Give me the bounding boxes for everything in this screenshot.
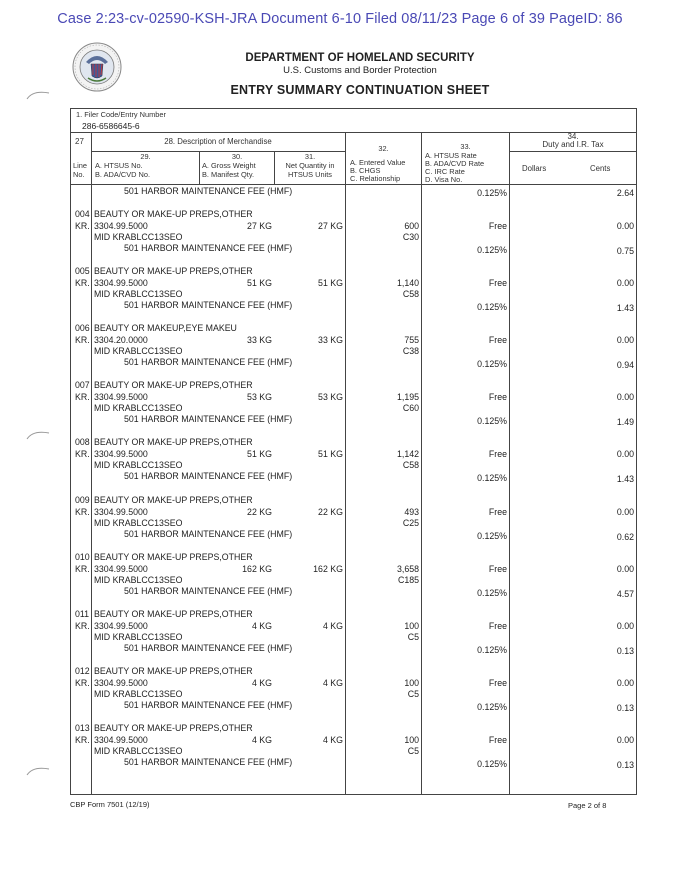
line-country: KR.: [75, 221, 90, 231]
line-htsus: 3304.99.5000: [94, 278, 148, 289]
line-chgs: C60: [402, 403, 419, 414]
col33-c: C. IRC Rate: [425, 167, 465, 176]
col32-a: A. Entered Value: [350, 158, 406, 167]
line-value: 493: [404, 506, 419, 517]
line-country: KR.: [75, 278, 90, 289]
line-value: 1,195: [396, 392, 419, 403]
line-chgs: C38: [402, 346, 419, 357]
line-value: 3,658: [396, 563, 419, 574]
continuation-form: [70, 108, 637, 795]
line-fee: 501 HARBOR MAINTENANCE FEE (HMF): [124, 243, 293, 253]
line-rate: Free: [488, 392, 507, 403]
col33-b: B. ADA/CVD Rate: [425, 159, 485, 168]
line-desc: BEAUTY OR MAKE-UP PREPS,OTHER: [94, 266, 253, 277]
line-net: 22 KG: [318, 506, 343, 517]
line-no: 009: [75, 494, 90, 505]
line-duty: 0.00: [616, 221, 634, 231]
line-gross: 4 KG: [251, 677, 272, 688]
line-gross: 27 KG: [247, 221, 272, 231]
carryover-rate: 0.125%: [477, 188, 507, 198]
case-header: Case 2:23-cv-02590-KSH-JRA Document 6-10 Filed 08/11/23 Page 6 of 39 PageID: 86: [57, 11, 623, 27]
line-chgs: C5: [407, 688, 419, 699]
line-fee-rate: 0.125%: [477, 245, 507, 255]
line-fee-rate: 0.125%: [477, 416, 507, 427]
line-fee-rate: 0.125%: [477, 701, 507, 712]
line-duty: 0.00: [616, 278, 634, 289]
line-country: KR.: [75, 563, 90, 574]
line-fee: 501 HARBOR MAINTENANCE FEE (HMF): [124, 585, 293, 596]
line-chgs: C58: [402, 460, 419, 471]
line-rate: Free: [488, 677, 507, 688]
col-rule-31: [345, 132, 346, 794]
line-no: 008: [75, 437, 90, 448]
line-gross: 51 KG: [247, 449, 272, 460]
line-country: KR.: [75, 677, 90, 688]
line-rate: Free: [488, 620, 507, 631]
line-mid: MID KRABLCC13SEO: [94, 460, 183, 471]
line-mid: MID KRABLCC13SEO: [94, 346, 183, 357]
line-country: KR.: [75, 449, 90, 460]
line-country: KR.: [75, 620, 90, 631]
line-gross: 4 KG: [251, 734, 272, 745]
line-net: 4 KG: [322, 734, 343, 745]
line-chgs: C185: [397, 574, 419, 585]
line-htsus: 3304.99.5000: [94, 734, 148, 745]
line-desc: BEAUTY OR MAKE-UP PREPS,OTHER: [94, 608, 253, 619]
line-gross: 33 KG: [247, 335, 272, 346]
line-value: 1,140: [396, 278, 419, 289]
footer-form-number: CBP Form 7501 (12/19): [70, 800, 150, 809]
line-desc: BEAUTY OR MAKEUP,EYE MAKEU: [94, 323, 237, 334]
line-country: KR.: [75, 506, 90, 517]
line-fee: 501 HARBOR MAINTENANCE FEE (HMF): [124, 528, 293, 539]
line-fee-amount: 4.57: [616, 588, 634, 599]
line-net: 27 KG: [318, 221, 343, 231]
line-value: 1,142: [396, 449, 419, 460]
line-fee: 501 HARBOR MAINTENANCE FEE (HMF): [124, 699, 293, 710]
line-mid: MID KRABLCC13SEO: [94, 517, 183, 528]
line-mid: MID KRABLCC13SEO: [94, 688, 183, 699]
line-fee-amount: 0.13: [616, 759, 634, 770]
line-net: 51 KG: [318, 278, 343, 289]
col29-a: A. HTSUS No.: [95, 161, 143, 170]
line-no: 005: [75, 266, 90, 277]
line-htsus: 3304.99.5000: [94, 221, 148, 231]
line-value: 755: [404, 335, 419, 346]
line-gross: 22 KG: [247, 506, 272, 517]
line-fee-amount: 1.43: [616, 303, 634, 314]
line-rate: Free: [488, 449, 507, 460]
line-net: 33 KG: [318, 335, 343, 346]
line-desc: BEAUTY OR MAKE-UP PREPS,OTHER: [94, 722, 253, 733]
line-fee-amount: 0.75: [616, 246, 634, 256]
line-gross: 51 KG: [247, 278, 272, 289]
line-fee-rate: 0.125%: [477, 473, 507, 484]
line-value: 100: [404, 677, 419, 688]
line-fee-amount: 0.13: [616, 702, 634, 713]
line-mid: MID KRABLCC13SEO: [94, 631, 183, 642]
col29-num: 29.: [140, 152, 151, 161]
line-rate: Free: [488, 221, 507, 231]
margin-mark-icon: [25, 428, 51, 442]
line-duty: 0.00: [616, 677, 634, 688]
carryover-fee: 501 HARBOR MAINTENANCE FEE (HMF): [124, 186, 293, 196]
line-net: 162 KG: [313, 563, 343, 574]
cents-header: Cents: [590, 164, 611, 173]
line-duty: 0.00: [616, 620, 634, 631]
line-country: KR.: [75, 392, 90, 403]
line-no: 004: [75, 209, 90, 219]
line-net: 4 KG: [322, 620, 343, 631]
line-htsus: 3304.99.5000: [94, 677, 148, 688]
line-htsus: 3304.99.5000: [94, 506, 148, 517]
line-no: 007: [75, 380, 90, 391]
col34-num: 34.: [567, 132, 579, 141]
dollars-header: Dollars: [522, 164, 547, 173]
line-duty: 0.00: [616, 563, 634, 574]
line-fee-amount: 0.62: [616, 531, 634, 542]
line-desc: BEAUTY OR MAKE-UP PREPS,OTHER: [94, 437, 253, 448]
line-mid: MID KRABLCC13SEO: [94, 403, 183, 414]
line-value: 100: [404, 734, 419, 745]
col30-a: A. Gross Weight: [202, 161, 256, 170]
line-htsus: 3304.99.5000: [94, 449, 148, 460]
line-rate: Free: [488, 278, 507, 289]
sheet-title: ENTRY SUMMARY CONTINUATION SHEET: [230, 83, 490, 97]
col30-b: B. Manifest Qty.: [202, 170, 255, 179]
agency-name: DEPARTMENT OF HOMELAND SECURITY: [245, 52, 475, 64]
line-country: KR.: [75, 335, 90, 346]
col32-b: B. CHGS: [350, 166, 381, 175]
line-fee-rate: 0.125%: [477, 359, 507, 370]
col32-c: C. Relationship: [350, 174, 401, 183]
filer-label: 1. Filer Code/Entry Number: [76, 110, 166, 119]
col28-header: 28. Description of Merchandise: [164, 137, 272, 146]
line-htsus: 3304.99.5000: [94, 563, 148, 574]
line-no: 013: [75, 722, 90, 733]
col33-num: 33.: [460, 142, 471, 151]
line-no: 006: [75, 323, 90, 334]
line-fee-rate: 0.125%: [477, 758, 507, 769]
col27-header: 27: [75, 137, 84, 146]
col31-num: 31.: [304, 152, 316, 161]
col-rule-33: [509, 132, 510, 794]
line-rate: Free: [488, 335, 507, 346]
line-duty: 0.00: [616, 449, 634, 460]
col31-a: Net Quantity in: [285, 161, 335, 170]
margin-mark-icon: [25, 764, 51, 778]
line-no: 011: [75, 608, 90, 619]
line-mid: MID KRABLCC13SEO: [94, 574, 183, 585]
line-fee: 501 HARBOR MAINTENANCE FEE (HMF): [124, 756, 293, 767]
line-gross: 53 KG: [247, 392, 272, 403]
line-fee: 501 HARBOR MAINTENANCE FEE (HMF): [124, 300, 293, 311]
line-header-a: Line: [73, 161, 87, 170]
line-value: 600: [404, 221, 419, 231]
line-desc: BEAUTY OR MAKE-UP PREPS,OTHER: [94, 494, 253, 505]
line-fee: 501 HARBOR MAINTENANCE FEE (HMF): [124, 642, 293, 653]
line-rate: Free: [488, 506, 507, 517]
line-htsus: 3304.99.5000: [94, 392, 148, 403]
rule-header: [71, 184, 636, 185]
col32-num: 32.: [378, 144, 389, 153]
line-fee-rate: 0.125%: [477, 587, 507, 598]
line-desc: BEAUTY OR MAKE-UP PREPS,OTHER: [94, 209, 253, 219]
line-rate: Free: [488, 734, 507, 745]
col31-b: HTSUS Units: [288, 170, 332, 179]
col-rule-32: [421, 132, 422, 794]
rule-duty: [509, 151, 636, 152]
col33-d: D. Visa No.: [425, 175, 463, 184]
line-chgs: C5: [407, 631, 419, 642]
line-mid: MID KRABLCC13SEO: [94, 289, 183, 300]
line-country: KR.: [75, 734, 90, 745]
seal-icon: [72, 42, 122, 92]
line-htsus: 3304.99.5000: [94, 620, 148, 631]
line-fee-amount: 0.94: [616, 360, 634, 371]
line-fee-amount: 1.43: [616, 474, 634, 485]
line-fee-rate: 0.125%: [477, 302, 507, 313]
line-mid: MID KRABLCC13SEO: [94, 232, 183, 242]
carryover-amount: 2.64: [616, 188, 634, 198]
line-fee: 501 HARBOR MAINTENANCE FEE (HMF): [124, 414, 293, 425]
margin-mark-icon: [25, 88, 51, 102]
line-fee: 501 HARBOR MAINTENANCE FEE (HMF): [124, 357, 293, 368]
line-desc: BEAUTY OR MAKE-UP PREPS,OTHER: [94, 665, 253, 676]
col34-title: Duty and I.R. Tax: [542, 140, 604, 149]
line-fee-amount: 0.13: [616, 645, 634, 656]
line-desc: BEAUTY OR MAKE-UP PREPS,OTHER: [94, 551, 253, 562]
line-duty: 0.00: [616, 392, 634, 403]
line-chgs: C5: [407, 745, 419, 756]
line-duty: 0.00: [616, 734, 634, 745]
col-rule-line: [91, 132, 92, 794]
line-rate: Free: [488, 563, 507, 574]
line-gross: 162 KG: [242, 563, 272, 574]
line-desc: BEAUTY OR MAKE-UP PREPS,OTHER: [94, 380, 253, 391]
col33-a: A. HTSUS Rate: [425, 151, 477, 160]
line-chgs: C25: [402, 517, 419, 528]
line-fee: 501 HARBOR MAINTENANCE FEE (HMF): [124, 471, 293, 482]
line-net: 4 KG: [322, 677, 343, 688]
line-net: 51 KG: [318, 449, 343, 460]
line-fee-amount: 1.49: [616, 417, 634, 428]
line-net: 53 KG: [318, 392, 343, 403]
line-chgs: C58: [402, 289, 419, 300]
line-duty: 0.00: [616, 335, 634, 346]
col29-b: B. ADA/CVD No.: [95, 170, 151, 179]
line-gross: 4 KG: [251, 620, 272, 631]
line-htsus: 3304.20.0000: [94, 335, 148, 346]
filer-value: 286-6586645-6: [82, 121, 140, 131]
line-no: 012: [75, 665, 90, 676]
line-fee-rate: 0.125%: [477, 530, 507, 541]
line-fee-rate: 0.125%: [477, 644, 507, 655]
footer-page-number: Page 2 of 8: [568, 801, 607, 810]
col30-num: 30.: [231, 152, 243, 161]
line-chgs: C30: [402, 232, 419, 242]
line-mid: MID KRABLCC13SEO: [94, 745, 183, 756]
line-duty: 0.00: [616, 506, 634, 517]
agency-subtitle: U.S. Customs and Border Protection: [283, 65, 437, 76]
line-value: 100: [404, 620, 419, 631]
line-no: 010: [75, 551, 90, 562]
line-header-b: No.: [73, 170, 85, 179]
